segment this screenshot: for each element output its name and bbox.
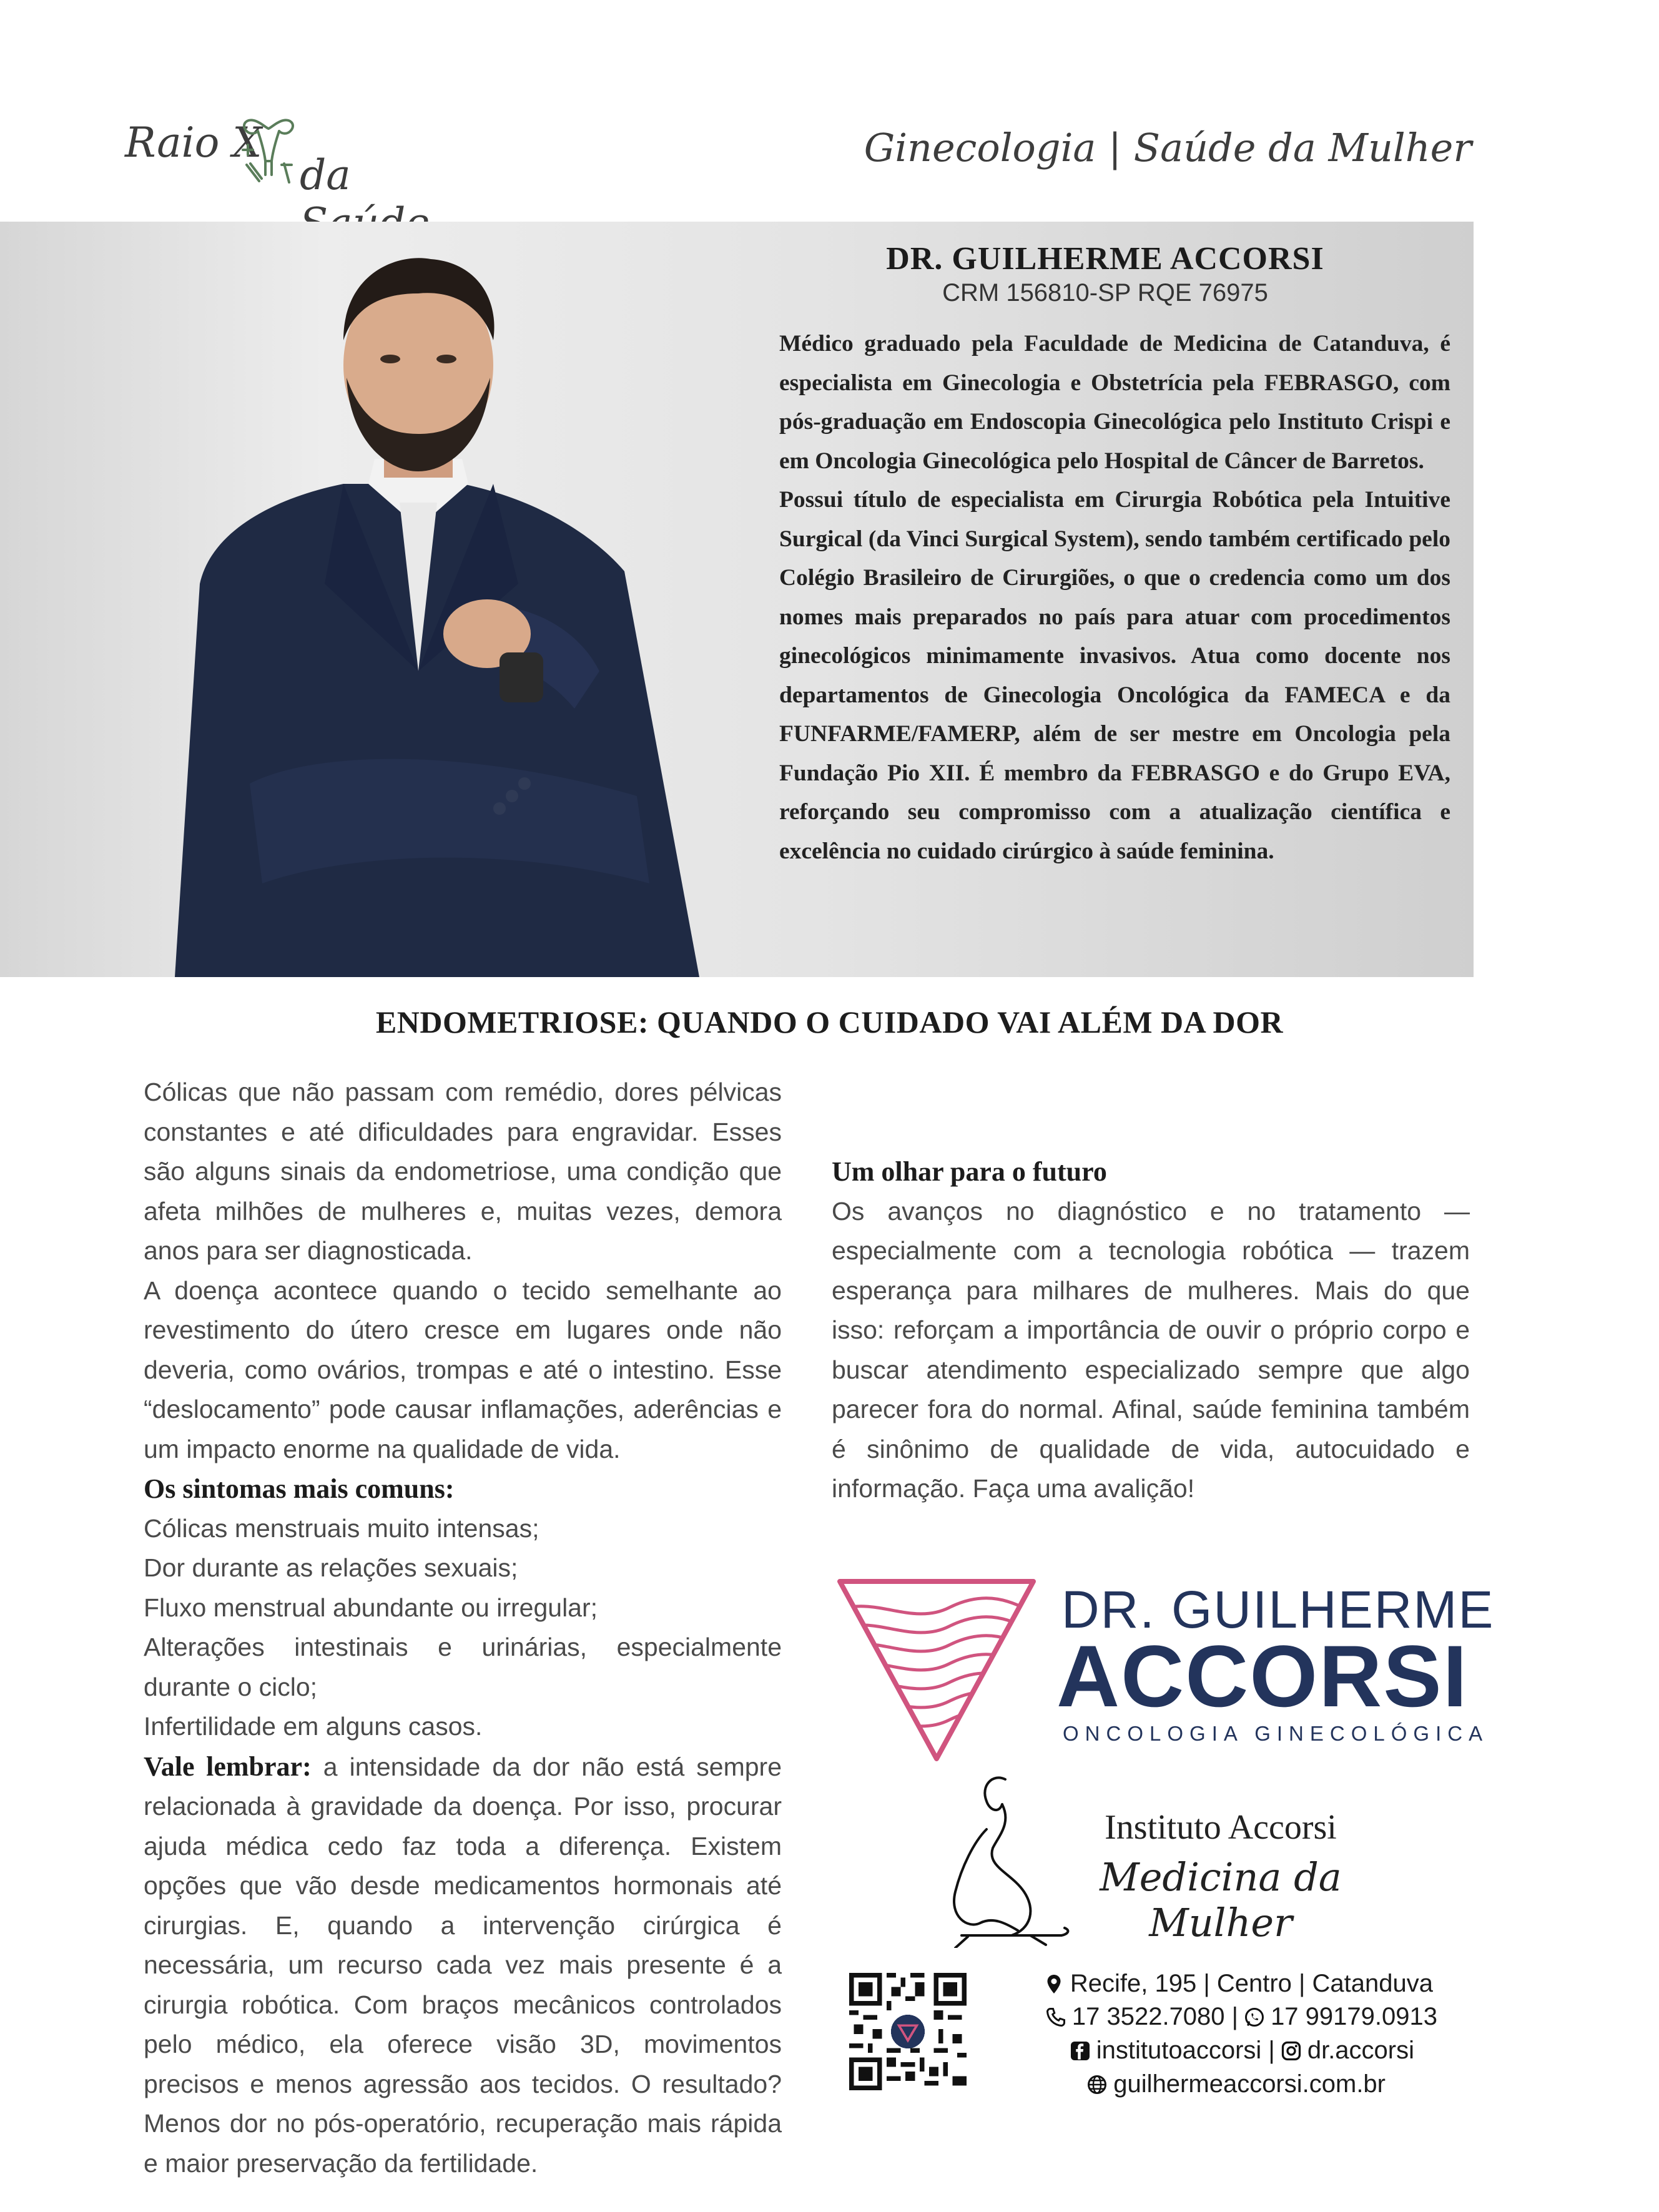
facebook-handle[interactable]: institutoaccorsi |	[1096, 2037, 1275, 2064]
brand-text-da-saude: da	[300, 151, 351, 199]
uterus-icon	[234, 112, 303, 187]
symptom-item: Cólicas menstruais muito intensas;	[144, 1513, 539, 1543]
phone-text[interactable]: 17 3522.7080 |	[1071, 2003, 1239, 2030]
contact-social	[1069, 2037, 1414, 2065]
symptom-item: Infertilidade em alguns casos.	[144, 1712, 483, 1741]
article-title: ENDOMETRIOSE: QUANDO O CUIDADO VAI ALÉM DA DOR	[375, 1005, 1284, 1040]
remember-label: Vale lembrar:	[144, 1751, 312, 1782]
phone-icon	[1045, 2006, 1067, 2028]
article-paragraph: A doença acontece quando o tecido semelhante ao revestimento do útero cresce em lugares onde não deveria, como ovários, trompas e até o intestino. Esse “deslocamento” pode causar inflamações, aderências e um impacto enorme na qualidade de vida.	[144, 1276, 782, 1463]
article-paragraph: Cólicas que não passam com remédio, dores pélvicas constantes e até dificuldades para engravidar. Esses são alguns sinais da endometriose, uma condição que afeta milhões de mulheres e, muitas vezes, demora anos para ser diagnosticada.	[144, 1078, 782, 1265]
remember-paragraph	[144, 1747, 782, 2184]
future-heading: Um olhar para o futuro	[832, 1156, 1107, 1187]
symptom-item: Dor durante as relações sexuais;	[144, 1553, 518, 1582]
logo-title-line: DR. GUILHERME	[1061, 1580, 1495, 1639]
whatsapp-text[interactable]: 17 99179.0913	[1271, 2003, 1437, 2030]
section-title: Ginecologia | Saúde da Mulher	[864, 125, 1472, 170]
bio-paragraph: Possui título de especialista em Cirurgia Robótica pela Intuitive Surgical (da Vinci Surgical System), sendo também certificado pelo Colégio Brasileiro de Cirurgiões, o que o credencia como um dos nomes mais preparados no país para atuar com procedimentos ginecológicos minimamente invasivos. Atua como docente nos departamentos de Ginecologia Oncológica da FAMECA e da FUNFARME/FAMERP, além de ser mestre em Oncologia pela Fundação Pio XII. É membro da FEBRASGO e do Grupo EVA, reforçando seu compromisso com a atualização científica e excelência no cuidado cirúrgico à saúde feminina.	[779, 487, 1450, 864]
contact-phones	[1045, 2003, 1437, 2031]
remember-text: a intensidade da dor não está sempre relacionada à gravidade da doença. Por isso, procurar ajuda médica cedo faz toda a diferença. Existem opções que vão desde medicamentos hormonais até cirurgias. E, quando a intervenção cirúrgica é necessária, um recurso cada vez mais presente é a cirurgia robótica. Com braços mecânicos controlados pelo médico, ela oferece visão 3D, movimentos precisos e menos agressão aos tecidos. O resultado? Menos dor no pós-operatório, recuperação mais rápida e maior preservação da fertilidade.	[144, 1752, 782, 2178]
symptom-item: Alterações intestinais e urinárias, especialmente durante o ciclo;	[144, 1633, 782, 1701]
magazine-section-brand	[125, 112, 450, 199]
doctor-registration: CRM 156810-SP RQE 76975	[942, 279, 1268, 307]
contact-address	[1043, 1970, 1433, 1998]
facebook-icon	[1069, 2040, 1091, 2062]
symptoms-heading: Os sintomas mais comuns:	[144, 1473, 455, 1504]
globe-icon	[1086, 2073, 1108, 2096]
article-column-right	[832, 1073, 1470, 1509]
instagram-handle[interactable]: dr.accorsi	[1307, 2037, 1414, 2064]
logo-title-name: ACCORSI	[1056, 1627, 1469, 1725]
instituto-name: Instituto Accorsi	[1105, 1808, 1337, 1847]
doctor-profile-panel	[0, 222, 1474, 977]
doctor-portrait	[137, 234, 737, 977]
logo-subtitle: ONCOLOGIA GINECOLÓGICA	[1063, 1722, 1489, 1745]
qr-code[interactable]	[849, 1973, 967, 2090]
future-paragraph: Os avanços no diagnóstico e no tratamento — especialmente com a tecnologia robótica — trazem esperança para milhares de mulheres. Mais do que isso: reforçam a importância de ouvir o próprio corpo e buscar atendimento especializado sempre que algo parecer fora do normal. Afinal, saúde feminina também é sinônimo de qualidade de vida, autocuidado e informação. Faça uma avalição!	[832, 1196, 1470, 1503]
instituto-figure-logo	[937, 1767, 1080, 1948]
bio-paragraph: Médico graduado pela Faculdade de Medicina de Catanduva, é especialista em Ginecologia e Obstetrícia pela FEBRASGO, com pós-graduação em Endoscopia Ginecológica pelo Instituto Crispi e em Oncologia Ginecológica pelo Hospital de Câncer de Barretos.	[779, 331, 1450, 474]
contact-website	[1086, 2070, 1386, 2098]
website-link[interactable]: guilhermeaccorsi.com.br	[1113, 2070, 1386, 2098]
accorsi-logo-mark	[837, 1576, 1036, 1764]
doctor-bio	[779, 325, 1450, 871]
address-text: Recife, 195 | Centro | Catanduva	[1070, 1970, 1433, 1997]
whatsapp-icon	[1243, 2006, 1266, 2028]
location-pin-icon	[1043, 1973, 1065, 1995]
symptom-item: Fluxo menstrual abundante ou irregular;	[144, 1593, 598, 1622]
article-column-left	[144, 1073, 782, 2183]
instagram-icon	[1280, 2040, 1302, 2062]
brand-text-raio-x: Raio X	[125, 119, 262, 167]
instituto-tagline: Medicina da Mulher	[1100, 1854, 1342, 1945]
doctor-name: DR. GUILHERME ACCORSI	[886, 241, 1324, 277]
